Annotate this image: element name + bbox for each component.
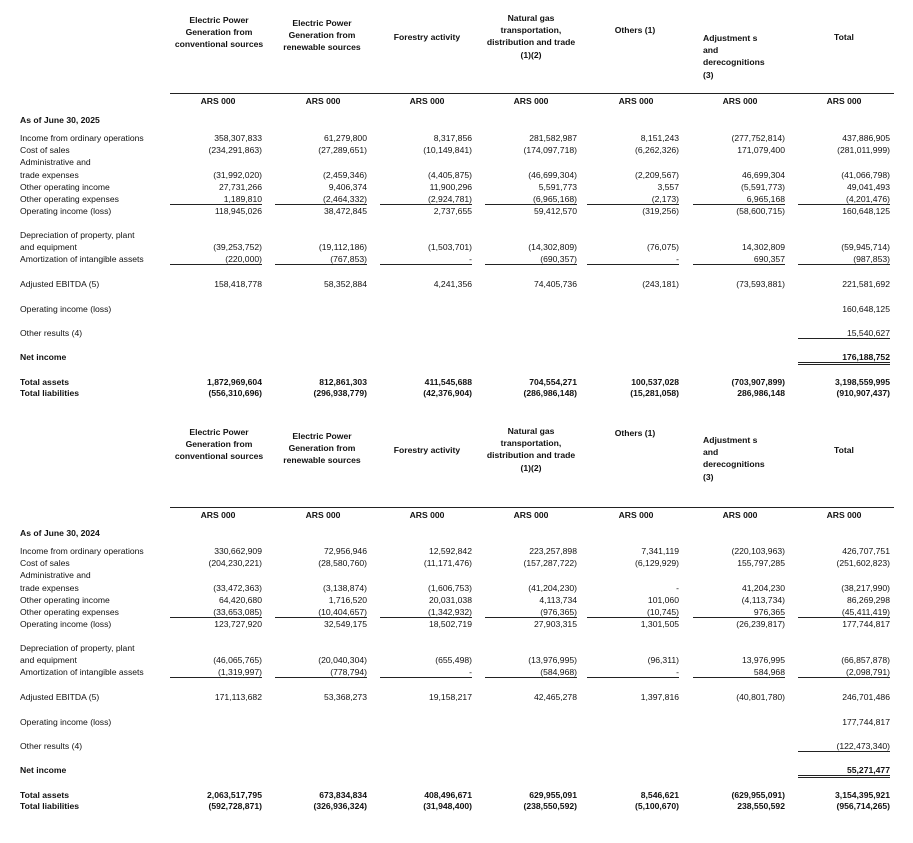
cell-other_inc-others: 101,060 xyxy=(647,595,679,605)
cell-other_inc-forest: 20,031,038 xyxy=(428,595,472,605)
cell-total_assets-adj: (703,907,899) xyxy=(731,377,785,387)
column-header-conv: Electric Power Generation from conventional sources xyxy=(174,427,264,462)
cell-op-income-total: 177,744,817 xyxy=(842,717,890,727)
cell-ebitda-ren: 53,368,273 xyxy=(323,692,367,702)
cell-amort-total: (2,098,791) xyxy=(798,667,890,678)
cell-admin-total: (38,217,990) xyxy=(841,583,890,593)
cell-other_inc-gas: 4,113,734 xyxy=(539,595,577,605)
row-label-total_liabilities: Total liabilities xyxy=(20,801,80,811)
cell-income-others: 7,341,119 xyxy=(641,546,679,556)
cell-dep-adj: 14,302,809 xyxy=(741,242,785,252)
cell-dep-gas: (13,976,995) xyxy=(528,655,577,665)
cell-op_income-gas: 59,412,570 xyxy=(533,206,577,216)
row-label-admin: Administrative and xyxy=(20,157,91,167)
row-label-ebitda: Adjusted EBITDA (5) xyxy=(20,279,100,289)
cell-ebitda-adj: (40,801,780) xyxy=(736,692,785,702)
cell-other_exp-total: (4,201,476) xyxy=(798,194,890,205)
cell-admin-ren: (3,138,874) xyxy=(323,583,367,593)
cell-other_inc-total: 86,269,298 xyxy=(846,595,890,605)
cell-op-income-total: 160,648,125 xyxy=(842,304,890,314)
cell-other_inc-adj: (5,591,773) xyxy=(741,182,785,192)
units-label: ARS 000 xyxy=(722,510,758,520)
cell-income-adj: (220,103,963) xyxy=(731,546,785,556)
cell-total_liabilities-total: (956,714,265) xyxy=(836,801,890,811)
cell-income-gas: 223,257,898 xyxy=(529,546,577,556)
cell-op_income-others: (319,256) xyxy=(642,206,679,216)
cell-dep-ren: (19,112,186) xyxy=(318,242,367,252)
cell-dep-adj: 13,976,995 xyxy=(741,655,785,665)
row-label-admin: trade expenses xyxy=(20,170,79,180)
cell-other_inc-gas: 5,591,773 xyxy=(538,182,577,192)
cell-total_assets-forest: 408,496,671 xyxy=(424,790,472,800)
cell-op_income-total: 160,648,125 xyxy=(842,206,890,216)
cell-other_exp-total: (45,411,419) xyxy=(798,607,890,618)
row-label-op_income2: Operating income (loss) xyxy=(20,717,112,727)
cell-income-total: 437,886,905 xyxy=(842,133,890,143)
units-label: ARS 000 xyxy=(305,96,341,106)
units-label: ARS 000 xyxy=(409,510,445,520)
units-label: ARS 000 xyxy=(200,96,236,106)
cell-other_exp-gas: (6,965,168) xyxy=(485,194,577,205)
cell-other_exp-ren: (2,464,332) xyxy=(275,194,367,205)
cell-other_exp-gas: (976,365) xyxy=(485,607,577,618)
cell-cost-ren: (27,289,651) xyxy=(318,145,367,155)
cell-admin-adj: 41,204,230 xyxy=(741,583,785,593)
cell-income-ren: 72,956,946 xyxy=(323,546,367,556)
row-label-net_income: Net income xyxy=(20,352,67,362)
cell-dep-others: (76,075) xyxy=(646,242,679,252)
cell-op_income-adj: (58,600,715) xyxy=(736,206,785,216)
cell-dep-others: (96,311) xyxy=(647,655,679,665)
row-label-total_assets: Total assets xyxy=(20,790,70,800)
cell-total_liabilities-forest: (42,376,904) xyxy=(423,388,472,398)
cell-dep-gas: (14,302,809) xyxy=(528,242,577,252)
cell-dep-forest: (655,498) xyxy=(435,655,472,665)
cell-total_liabilities-conv: (556,310,696) xyxy=(208,388,262,398)
row-label-op_income: Operating income (loss) xyxy=(20,619,112,629)
cell-cost-adj: 171,079,400 xyxy=(737,145,785,155)
cell-amort-conv: (220,000) xyxy=(170,254,262,265)
cell-op_income-others: 1,301,505 xyxy=(640,619,679,629)
row-label-net_income: Net income xyxy=(20,765,67,775)
cell-cost-others: (6,129,929) xyxy=(635,558,679,568)
cell-total_liabilities-adj: 286,986,148 xyxy=(737,388,785,398)
cell-other-results-total: 15,540,627 xyxy=(798,328,890,339)
cell-dep-conv: (46,065,765) xyxy=(213,655,262,665)
cell-dep-total: (66,857,878) xyxy=(841,655,890,665)
cell-ebitda-gas: 42,465,278 xyxy=(533,692,577,702)
cell-income-conv: 358,307,833 xyxy=(214,133,262,143)
cell-total_assets-others: 8,546,621 xyxy=(640,790,679,800)
cell-amort-others: - xyxy=(587,254,679,265)
row-label-depreciation: and equipment xyxy=(20,242,77,252)
cell-other_exp-conv: 1,189,810 xyxy=(170,194,262,205)
cell-amort-forest: - xyxy=(380,254,472,265)
row-label-depreciation: Depreciation of property, plant xyxy=(20,643,135,653)
units-label: ARS 000 xyxy=(618,96,654,106)
cell-other_exp-forest: (1,342,932) xyxy=(380,607,472,618)
row-label-cost: Cost of sales xyxy=(20,145,70,155)
cell-admin-adj: 46,699,304 xyxy=(741,170,785,180)
cell-dep-ren: (20,040,304) xyxy=(318,655,367,665)
cell-amort-ren: (767,853) xyxy=(275,254,367,265)
cell-cost-conv: (204,230,221) xyxy=(208,558,262,568)
cell-other_exp-others: (10,745) xyxy=(587,607,679,618)
cell-total_assets-others: 100,537,028 xyxy=(631,377,679,387)
cell-ebitda-others: 1,397,816 xyxy=(640,692,679,702)
cell-total_assets-conv: 2,063,517,795 xyxy=(207,790,262,800)
cell-amort-total: (987,853) xyxy=(798,254,890,265)
column-header-others: Others (1) xyxy=(614,428,656,438)
cell-other_exp-others: (2,173) xyxy=(587,194,679,205)
cell-op_income-conv: 118,945,026 xyxy=(214,206,262,216)
cell-cost-forest: (11,171,476) xyxy=(423,558,472,568)
cell-total_assets-ren: 812,861,303 xyxy=(319,377,367,387)
cell-other_inc-ren: 1,716,520 xyxy=(328,595,367,605)
cell-income-ren: 61,279,800 xyxy=(323,133,367,143)
cell-income-gas: 281,582,987 xyxy=(529,133,577,143)
units-label: ARS 000 xyxy=(826,510,862,520)
row-label-total_assets: Total assets xyxy=(20,377,70,387)
cell-admin-others: - xyxy=(676,583,679,593)
cell-ebitda-conv: 158,418,778 xyxy=(214,279,262,289)
cell-op_income-gas: 27,903,315 xyxy=(533,619,577,629)
cell-admin-ren: (2,459,346) xyxy=(323,170,367,180)
cell-other_exp-adj: 976,365 xyxy=(693,607,785,618)
cell-dep-conv: (39,253,752) xyxy=(213,242,262,252)
cell-ebitda-total: 246,701,486 xyxy=(842,692,890,702)
row-label-other_inc: Other operating income xyxy=(20,595,110,605)
cell-admin-total: (41,066,798) xyxy=(841,170,890,180)
cell-op_income-ren: 38,472,845 xyxy=(323,206,367,216)
cell-total_liabilities-others: (15,281,058) xyxy=(630,388,679,398)
row-label-depreciation: and equipment xyxy=(20,655,77,665)
cell-dep-total: (59,945,714) xyxy=(841,242,890,252)
cell-other_inc-ren: 9,406,374 xyxy=(328,182,367,192)
units-label: ARS 000 xyxy=(200,510,236,520)
units-rule xyxy=(170,93,894,94)
cell-other_inc-conv: 27,731,266 xyxy=(218,182,262,192)
cell-total_assets-gas: 629,955,091 xyxy=(529,790,577,800)
cell-total_liabilities-gas: (286,986,148) xyxy=(523,388,577,398)
cell-op_income-adj: (26,239,817) xyxy=(736,619,785,629)
cell-amort-adj: 690,357 xyxy=(693,254,785,265)
cell-income-others: 8,151,243 xyxy=(640,133,679,143)
period-title: As of June 30, 2024 xyxy=(20,528,100,538)
units-label: ARS 000 xyxy=(513,96,549,106)
row-label-other_exp: Other operating expenses xyxy=(20,194,119,204)
column-header-forest: Forestry activity xyxy=(393,445,461,455)
cell-amort-adj: 584,968 xyxy=(693,667,785,678)
cell-amort-gas: (690,357) xyxy=(485,254,577,265)
cell-cost-ren: (28,580,760) xyxy=(318,558,367,568)
cell-admin-others: (2,209,567) xyxy=(635,170,679,180)
cell-total_assets-ren: 673,834,834 xyxy=(319,790,367,800)
cell-net-income-total: 55,271,477 xyxy=(798,765,890,778)
cell-income-conv: 330,662,909 xyxy=(214,546,262,556)
column-header-ren: Electric Power Generation from renewable sources xyxy=(283,431,361,466)
cell-op_income-ren: 32,549,175 xyxy=(323,619,367,629)
row-label-depreciation: Depreciation of property, plant xyxy=(20,230,135,240)
column-header-gas: Natural gas transportation, distribution and trade (1)(2) xyxy=(486,426,576,473)
units-label: ARS 000 xyxy=(513,510,549,520)
cell-total_assets-total: 3,154,395,921 xyxy=(835,790,890,800)
period-title: As of June 30, 2025 xyxy=(20,115,100,125)
cell-op_income-forest: 18,502,719 xyxy=(428,619,472,629)
column-header-adj: Adjustment s and derecognitions (3) xyxy=(703,435,765,482)
cell-other-results-total: (122,473,340) xyxy=(798,741,890,752)
cell-ebitda-ren: 58,352,884 xyxy=(323,279,367,289)
cell-admin-gas: (41,204,230) xyxy=(528,583,577,593)
cell-total_liabilities-total: (910,907,437) xyxy=(836,388,890,398)
row-label-income: Income from ordinary operations xyxy=(20,133,144,143)
units-label: ARS 000 xyxy=(409,96,445,106)
row-label-other_results: Other results (4) xyxy=(20,741,83,751)
cell-admin-conv: (31,992,020) xyxy=(213,170,262,180)
cell-cost-total: (281,011,999) xyxy=(837,145,890,155)
cell-ebitda-others: (243,181) xyxy=(642,279,679,289)
row-label-other_results: Other results (4) xyxy=(20,328,83,338)
cell-cost-total: (251,602,823) xyxy=(836,558,890,568)
cell-amort-gas: (584,968) xyxy=(485,667,577,678)
cell-amort-others: - xyxy=(587,667,679,678)
cell-ebitda-forest: 19,158,217 xyxy=(428,692,472,702)
column-header-adj: Adjustment s and derecognitions (3) xyxy=(703,33,765,80)
cell-income-total: 426,707,751 xyxy=(842,546,890,556)
row-label-income: Income from ordinary operations xyxy=(20,546,144,556)
column-header-ren: Electric Power Generation from renewable sources xyxy=(283,18,361,53)
row-label-admin: trade expenses xyxy=(20,583,79,593)
row-label-cost: Cost of sales xyxy=(20,558,70,568)
cell-op_income-total: 177,744,817 xyxy=(842,619,890,629)
column-header-forest: Forestry activity xyxy=(393,32,461,42)
cell-other_inc-adj: (4,113,734) xyxy=(741,595,785,605)
cell-ebitda-gas: 74,405,736 xyxy=(533,279,577,289)
row-label-total_liabilities: Total liabilities xyxy=(20,388,80,398)
row-label-admin: Administrative and xyxy=(20,570,91,580)
row-label-other_exp: Other operating expenses xyxy=(20,607,119,617)
row-label-amort: Amortization of intangible assets xyxy=(20,254,144,264)
column-header-others: Others (1) xyxy=(614,25,656,35)
cell-other_inc-total: 49,041,493 xyxy=(846,182,890,192)
cell-ebitda-adj: (73,593,881) xyxy=(736,279,785,289)
row-label-ebitda: Adjusted EBITDA (5) xyxy=(20,692,100,702)
row-label-op_income: Operating income (loss) xyxy=(20,206,112,216)
cell-other_inc-forest: 11,900,296 xyxy=(429,182,472,192)
cell-other_exp-forest: (2,924,781) xyxy=(380,194,472,205)
cell-admin-forest: (1,606,753) xyxy=(428,583,472,593)
column-header-gas: Natural gas transportation, distribution and trade (1)(2) xyxy=(486,13,576,60)
cell-amort-ren: (778,794) xyxy=(275,667,367,678)
cell-total_assets-forest: 411,545,688 xyxy=(424,377,472,387)
cell-amort-forest: - xyxy=(380,667,472,678)
cell-cost-forest: (10,149,841) xyxy=(423,145,472,155)
cell-ebitda-total: 221,581,692 xyxy=(842,279,890,289)
cell-other_exp-ren: (10,404,657) xyxy=(275,607,367,618)
row-label-other_inc: Other operating income xyxy=(20,182,110,192)
row-label-op_income2: Operating income (loss) xyxy=(20,304,112,314)
cell-cost-adj: 155,797,285 xyxy=(737,558,785,568)
cell-total_liabilities-ren: (326,936,324) xyxy=(313,801,367,811)
column-header-total: Total xyxy=(834,445,854,455)
cell-total_liabilities-gas: (238,550,592) xyxy=(523,801,577,811)
cell-income-forest: 8,317,856 xyxy=(433,133,472,143)
units-label: ARS 000 xyxy=(618,510,654,520)
cell-total_liabilities-ren: (296,938,779) xyxy=(313,388,367,398)
cell-total_assets-conv: 1,872,969,604 xyxy=(207,377,262,387)
units-label: ARS 000 xyxy=(305,510,341,520)
units-rule xyxy=(170,507,894,508)
cell-other_exp-conv: (33,653,085) xyxy=(170,607,262,618)
cell-total_assets-total: 3,198,559,995 xyxy=(835,377,890,387)
units-label: ARS 000 xyxy=(722,96,758,106)
cell-cost-conv: (234,291,863) xyxy=(208,145,262,155)
cell-cost-others: (6,262,326) xyxy=(635,145,679,155)
cell-ebitda-forest: 4,241,356 xyxy=(433,279,472,289)
cell-cost-gas: (157,287,722) xyxy=(523,558,577,568)
cell-op_income-forest: 2,737,655 xyxy=(433,206,472,216)
cell-dep-forest: (1,503,701) xyxy=(428,242,472,252)
cell-op_income-conv: 123,727,920 xyxy=(214,619,262,629)
cell-total_liabilities-others: (5,100,670) xyxy=(635,801,679,811)
cell-income-adj: (277,752,814) xyxy=(731,133,785,143)
cell-amort-conv: (1,319,997) xyxy=(170,667,262,678)
cell-total_assets-adj: (629,955,091) xyxy=(731,790,785,800)
column-header-total: Total xyxy=(834,32,854,42)
cell-other_inc-conv: 64,420,680 xyxy=(218,595,262,605)
cell-other_inc-others: 3,557 xyxy=(657,182,679,192)
cell-cost-gas: (174,097,718) xyxy=(523,145,577,155)
cell-total_liabilities-adj: 238,550,592 xyxy=(737,801,785,811)
units-label: ARS 000 xyxy=(826,96,862,106)
cell-other_exp-adj: 6,965,168 xyxy=(693,194,785,205)
cell-total_liabilities-conv: (592,728,871) xyxy=(208,801,262,811)
column-header-conv: Electric Power Generation from conventional sources xyxy=(174,15,264,50)
cell-admin-conv: (33,472,363) xyxy=(213,583,262,593)
cell-income-forest: 12,592,842 xyxy=(428,546,472,556)
cell-admin-forest: (4,405,875) xyxy=(428,170,472,180)
row-label-amort: Amortization of intangible assets xyxy=(20,667,144,677)
cell-total_assets-gas: 704,554,271 xyxy=(529,377,577,387)
cell-admin-gas: (46,699,304) xyxy=(528,170,577,180)
cell-net-income-total: 176,188,752 xyxy=(798,352,890,365)
cell-ebitda-conv: 171,113,682 xyxy=(214,692,262,702)
cell-total_liabilities-forest: (31,948,400) xyxy=(423,801,472,811)
